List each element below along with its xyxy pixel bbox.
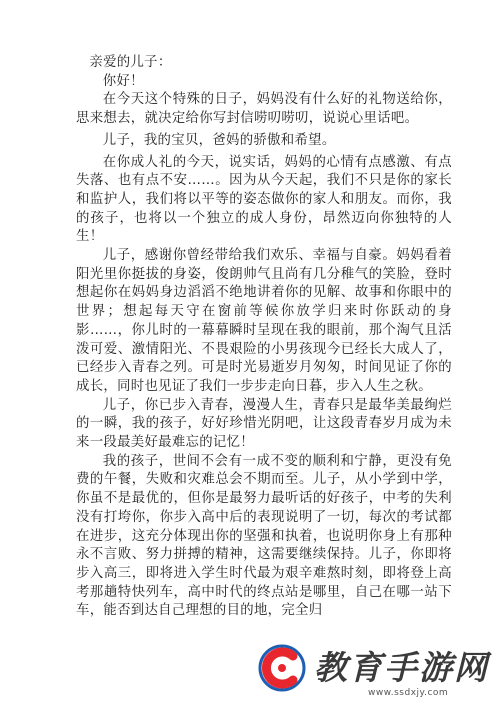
letter-paragraph: 我的孩子，世间不会有一成不变的顺利和宁静，更没有免费的午餐，失败和灾难总会不期而至。儿子，从小学到中学，你虽不是最优的，但你是最努力最听话的好孩子，中考的失利没有打垮你，你步入高中后的表现说明了一切，每次的考试都在进步，这充分体现出你的坚强和执着，也说明你身上有那种永不言败、努力拼搏的精神，这需要继续保持。儿子，你即将步入高三，即将进入学生时代最为艰辛难熬时刻，即将登上高考那趟特快列车，高中时代的终点站是哪里，自己在哪一站下车，能否到达自己理想的目的地，完全归 [76,453,452,619]
watermark-title: 教育手游网 [314,648,489,687]
letter-greeting: 你好！ [102,73,144,89]
letter-body [76,54,452,621]
watermark-url: www.ssdxjy.com [368,688,449,698]
letter-paragraph: 在今天这个特殊的日子，妈妈没有什么好的礼物送给你，思来想去，就决定给你写封信唠叨唠叨，说说心里话吧。 [76,92,452,127]
letter-salutation: 亲爱的儿子： [89,55,172,70]
site-watermark [250,640,495,706]
letter-paragraph: 儿子，我的宝贝，爸妈的骄傲和希望。 [102,132,336,148]
letter-paragraph: 儿子，感谢你曾经带给我们欢乐、幸福与自豪。妈妈看着阳光里你挺拔的身姿，俊朗帅气且尚有几分稚气的笑脸，登时想起你在妈妈身边滔滔不绝地讲着你的见解、故事和你眼中的世界；想起每天守在窗前等候你放学归来时你跃动的身影……，你儿时的一幕幕瞬时呈现在我的眼前，那个淘气且活泼可爱、激情阳光、不畏艰险的小男孩现今已经长大成人了，已经步入青春之列。可是时光易逝岁月匆匆，时间见证了你的成长，同时也见证了我们一步步走向日暮，步入人生之秋。 [76,248,452,394]
red-c-logo-icon [256,642,308,694]
letter-paragraph: 在你成人礼的今天，说实话，妈妈的心情有点感激、有点失落、也有点不安……。因为从今天起，我们不只是你的家长和监护人，我们将以平等的姿态做你的家人和朋友。而你，我的孩子，也将以一个独立的成人身份，昂然迈向你独特的人生！ [76,154,452,245]
letter-paragraph: 儿子，你已步入青春，漫漫人生，青春只是最华美最绚烂的一瞬，我的孩子，好好珍惜光阴吧，让这段青春岁月成为未来一段最美好最难忘的记忆！ [76,397,452,451]
